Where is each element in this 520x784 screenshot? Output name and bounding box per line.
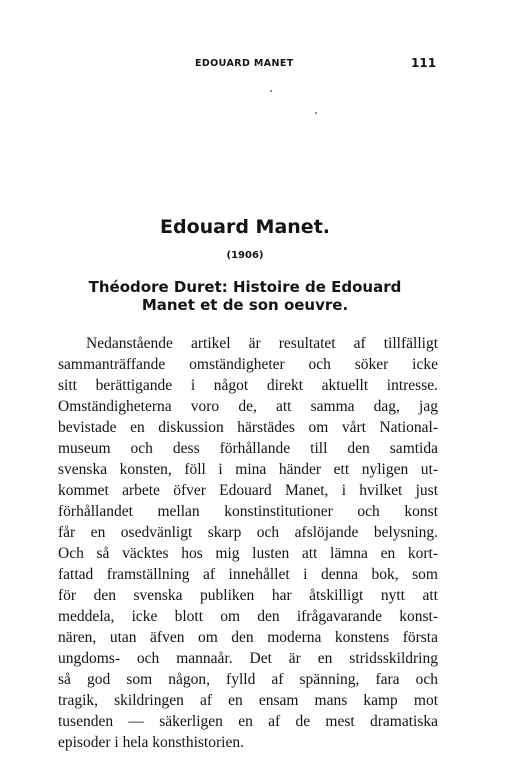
body-line: nären, utan äfven om den moderna konstens första	[58, 629, 438, 646]
body-line: tusenden — säkerligen en af de mest dramatiska	[58, 713, 438, 730]
body-line: ungdoms- och mannaår. Det är en stridsskildring	[58, 650, 438, 667]
body-line: sitt berättigande i något direkt aktuellt intresse.	[58, 377, 438, 394]
body-line: förhållandet mellan konstinstitutioner och konst	[58, 503, 438, 520]
page-number: 111	[411, 56, 437, 70]
article-year: (1906)	[226, 250, 264, 261]
body-line: för den svenska publiken har åtskilligt nytt att	[58, 587, 438, 604]
body-line: Omständigheterna voro de, att samma dag, jag	[58, 398, 438, 415]
body-line: museum och dess förhållande till den samtida	[58, 440, 438, 457]
body-line: tragik, skildringen af en ensam mans kamp mot	[58, 692, 438, 709]
body-line: meddela, icke blott om den ifrågavarande konst-	[58, 608, 438, 625]
body-line: bevistade en diskussion härstädes om vårt National-	[58, 419, 438, 436]
running-title: EDOUARD MANET	[195, 58, 294, 69]
print-speck	[270, 90, 272, 92]
body-line: Och så väcktes hos mig lusten att lämna en kort-	[58, 545, 438, 562]
body-line: Nedanstående artikel är resultatet af tillfälligt	[86, 335, 438, 352]
article-subtitle	[55, 278, 435, 314]
running-header	[0, 58, 520, 74]
body-line: fattad framställning af innehållet i denna bok, som	[58, 566, 438, 583]
article-body	[58, 333, 438, 753]
subtitle-line: Manet et de son oeuvre.	[141, 296, 349, 314]
body-line: svenska konsten, föll i mina händer ett nyligen ut-	[58, 461, 438, 478]
body-line: får en osedvänligt skarp och afslöjande belysning.	[58, 524, 438, 541]
subtitle-line: Théodore Duret: Histoire de Edouard	[88, 278, 402, 296]
body-line: kommet arbete öfver Edouard Manet, i hvilket just	[58, 482, 438, 499]
article-title: Edouard Manet.	[159, 216, 330, 238]
body-line: episoder i hela konsthistorien.	[58, 734, 244, 751]
body-line: sammanträffande omständigheter och söker icke	[58, 356, 438, 373]
body-line: så god som någon, fylld af spänning, fara och	[58, 671, 438, 688]
print-speck	[315, 112, 317, 114]
